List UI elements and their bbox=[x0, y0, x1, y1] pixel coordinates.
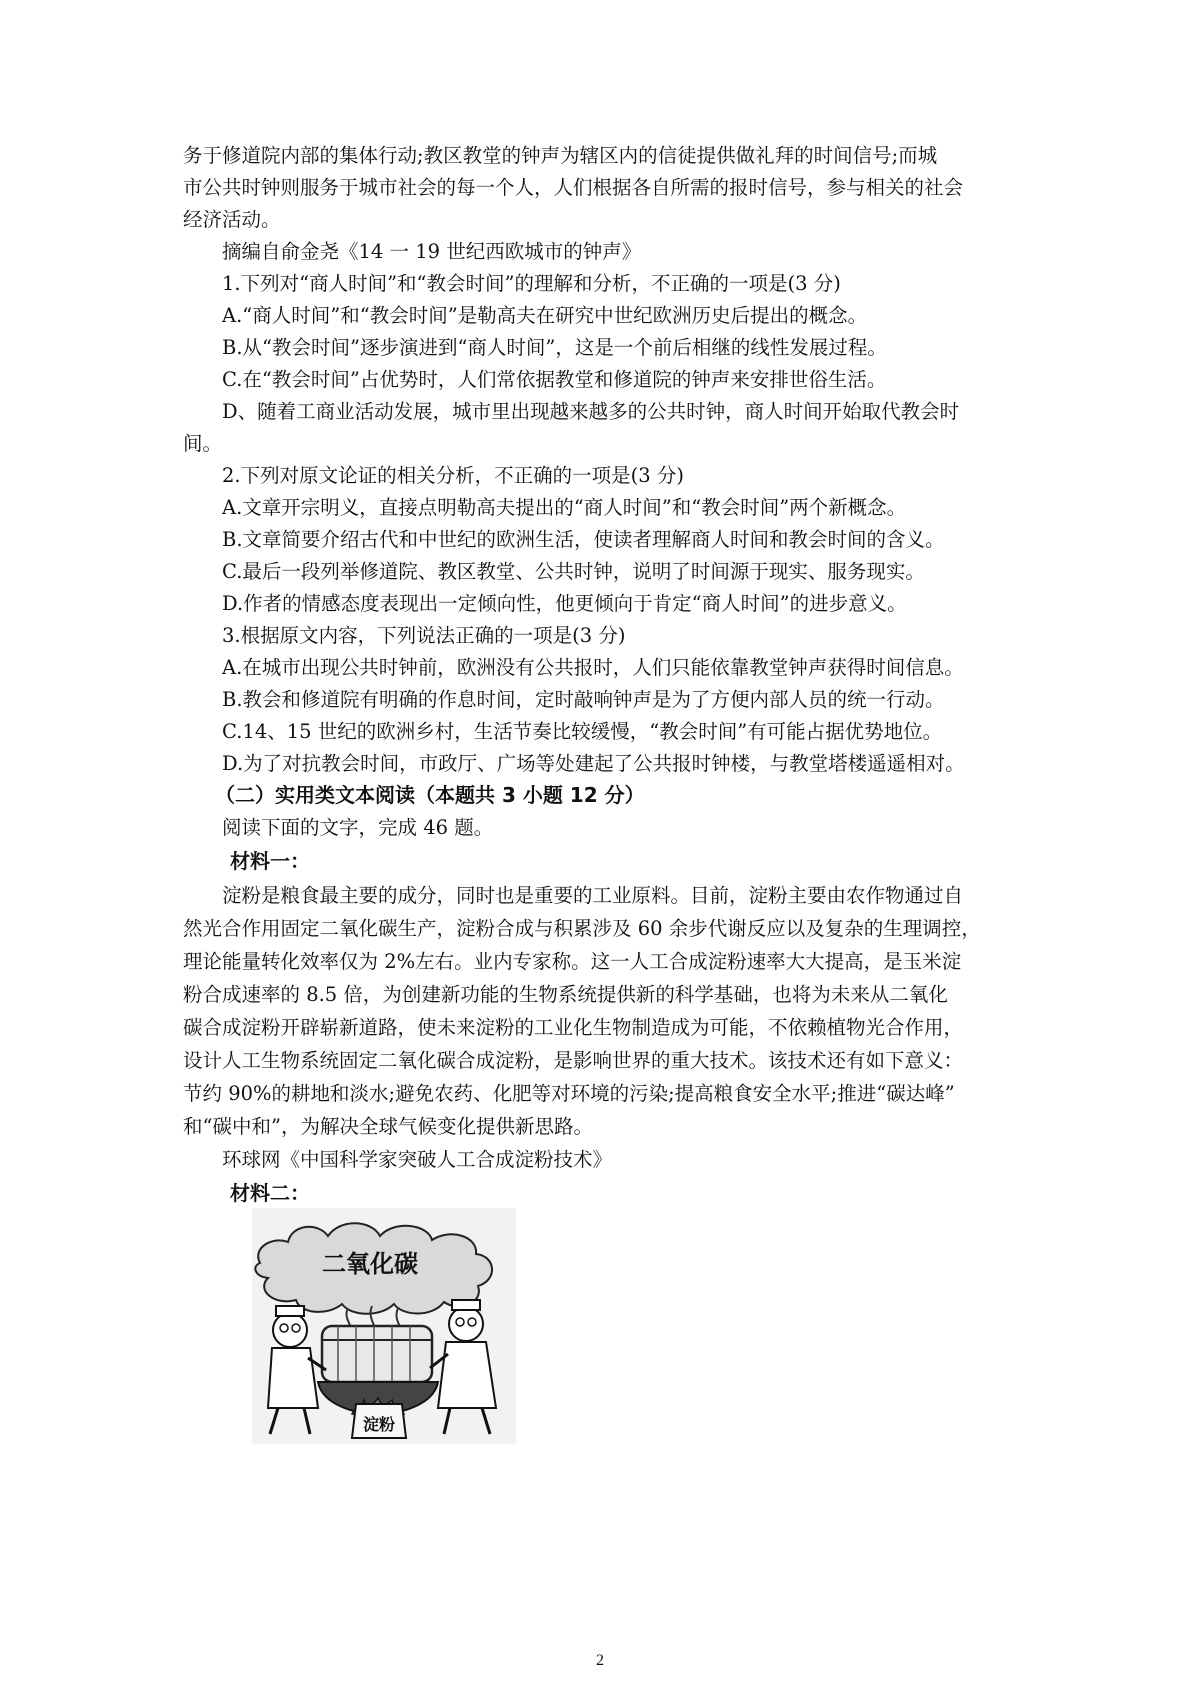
question-1-option-d: D、随着工商业活动发展，城市里出现越来越多的公共时钟，商人时间开始取代教会时 bbox=[222, 400, 960, 423]
question-3-option-b: B.教会和修道院有明确的作息时间，定时敲响钟声是为了方便内部人员的统一行动。 bbox=[222, 688, 945, 711]
source-citation: 环球网《中国科学家突破人工合成淀粉技术》 bbox=[222, 1148, 613, 1171]
question-3-stem: 3.根据原文内容，下列说法正确的一项是(3 分) bbox=[222, 624, 626, 647]
question-1-option-c: C.在“教会时间”占优势时，人们常依据教堂和修道院的钟声来安排世俗生活。 bbox=[222, 368, 887, 391]
material-1-line: 粉合成速率的 8.5 倍，为创建新功能的生物系统提供新的科学基础，也将为未来从二氧化 bbox=[183, 983, 948, 1006]
material-2-label: 材料二： bbox=[230, 1181, 310, 1205]
cloud-label: 二氧化碳 bbox=[322, 1250, 418, 1278]
material-1-line: 碳合成淀粉开辟崭新道路，使未来淀粉的工业化生物制造成为可能，不依赖植物光合作用， bbox=[183, 1016, 964, 1039]
scientist-left bbox=[273, 1313, 307, 1347]
question-1-option-b: B.从“教会时间”逐步演进到“商人时间”，这是一个前后相继的线性发展过程。 bbox=[222, 336, 887, 359]
bag-label: 淀粉 bbox=[362, 1415, 396, 1434]
question-3-option-d: D.为了对抗教会时间，市政厅、广场等处建起了公共报时钟楼，与教堂塔楼遥遥相对。 bbox=[222, 752, 965, 775]
instruction-text: 阅读下面的文字，完成 46 题。 bbox=[222, 816, 494, 839]
passage-line: 市公共时钟则服务于城市社会的每一个人，人们根据各自所需的报时信号，参与相关的社会 bbox=[183, 176, 964, 199]
question-1-option-a: A.“商人时间”和“教会时间”是勒高夫在研究中世纪欧洲历史后提出的概念。 bbox=[222, 304, 868, 327]
scientist-right bbox=[449, 1307, 483, 1341]
passage-line: 经济活动。 bbox=[183, 208, 281, 231]
material-1-line: 淀粉是粮食最主要的成分，同时也是重要的工业原料。目前，淀粉主要由农作物通过自 bbox=[222, 884, 964, 907]
material-1-line: 设计人工生物系统固定二氧化碳合成淀粉，是影响世界的重大技术。该技术还有如下意义： bbox=[183, 1049, 964, 1072]
question-3-option-c: C.14、15 世纪的欧洲乡村，生活节奏比较缓慢，“教会时间”有可能占据优势地位。 bbox=[222, 720, 943, 743]
source-citation: 摘编自俞金尧《14 一 19 世纪西欧城市的钟声》 bbox=[222, 240, 642, 263]
passage-line: 务于修道院内部的集体行动;教区教堂的钟声为辖区内的信徒提供做礼拜的时间信号;而城 bbox=[183, 144, 938, 167]
question-2-option-d: D.作者的情感态度表现出一定倾向性，他更倾向于肯定“商人时间”的进步意义。 bbox=[222, 592, 907, 615]
question-2-option-b: B.文章简要介绍古代和中世纪的欧洲生活，使读者理解商人时间和教会时间的含义。 bbox=[222, 528, 945, 551]
material-1-line: 和“碳中和”，为解决全球气候变化提供新思路。 bbox=[183, 1115, 593, 1138]
page-number: 2 bbox=[596, 1652, 604, 1669]
question-1-stem: 1.下列对“商人时间”和“教会时间”的理解和分析，不正确的一项是(3 分) bbox=[222, 272, 841, 295]
material-1-line: 然光合作用固定二氧化碳生产，淀粉合成与积累涉及 60 余步代谢反应以及复杂的生理调控， bbox=[183, 917, 981, 940]
material-1-label: 材料一： bbox=[230, 849, 310, 873]
cartoon-image bbox=[252, 1208, 516, 1444]
question-2-option-a: A.文章开宗明义，直接点明勒高夫提出的“商人时间”和“教会时间”两个新概念。 bbox=[222, 496, 907, 519]
material-1-line: 理论能量转化效率仅为 2%左右。业内专家称。这一人工合成淀粉速率大大提高，是玉米淀 bbox=[183, 950, 962, 973]
question-2-stem: 2.下列对原文论证的相关分析，不正确的一项是(3 分) bbox=[222, 464, 684, 487]
question-3-option-a: A.在城市出现公共时钟前，欧洲没有公共报时，人们只能依靠教堂钟声获得时间信息。 bbox=[222, 656, 964, 679]
material-1-line: 节约 90%的耕地和淡水;避免农药、化肥等对环境的污染;提高粮食安全水平;推进“碳达峰” bbox=[183, 1082, 955, 1105]
question-2-option-c: C.最后一段列举修道院、教区教堂、公共时钟，说明了时间源于现实、服务现实。 bbox=[222, 560, 925, 583]
section-heading: （二）实用类文本阅读（本题共 3 小题 12 分） bbox=[215, 783, 645, 807]
question-1-option-d-cont: 间。 bbox=[183, 432, 223, 455]
